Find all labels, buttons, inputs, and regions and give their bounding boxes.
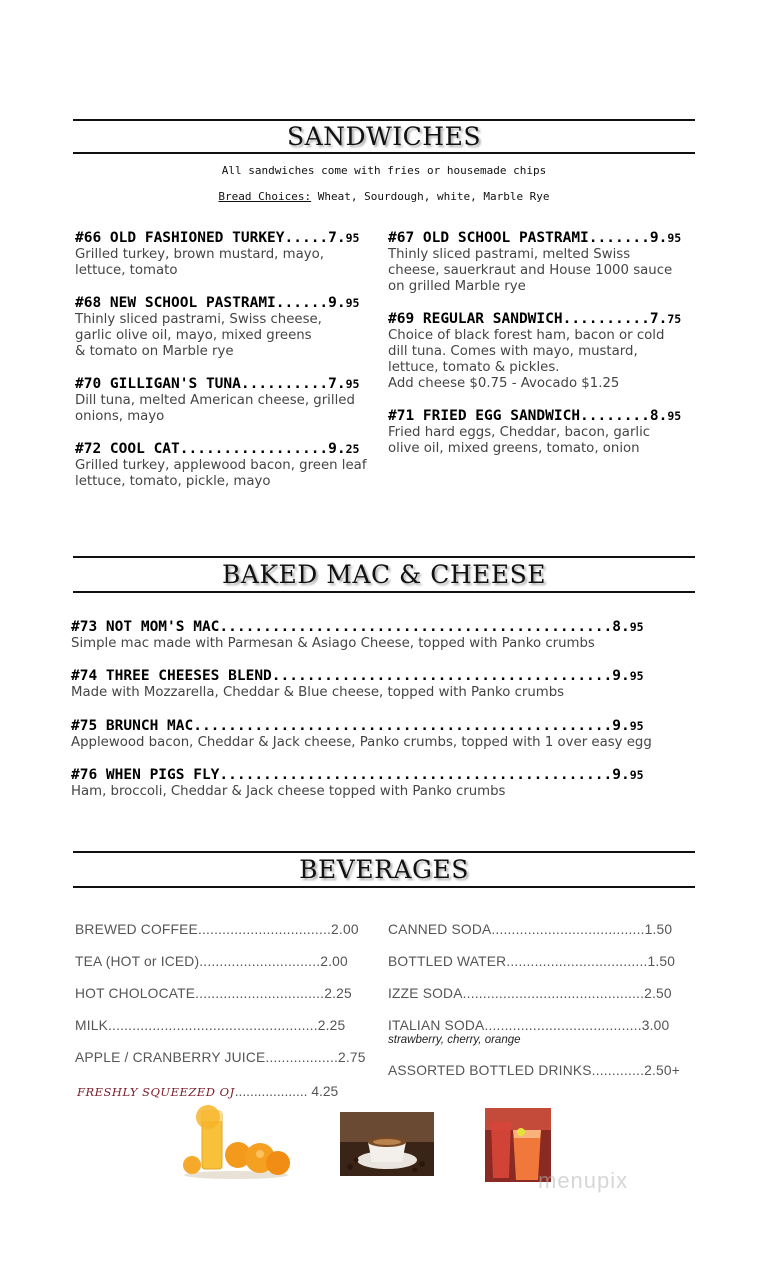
item-desc: dill tuna. Comes with mayo, mustard, [388,344,638,359]
item-title: #72 COOL CAT.................9. [75,441,346,457]
beverage-assorted-bottled: ASSORTED BOTTLED DRINKS.............2.50+ [388,1063,681,1078]
menu-item-71 [388,408,681,457]
bottom-rule [73,886,695,888]
item-price-cents: 95 [629,719,644,733]
menu-item-74 [71,668,644,701]
menu-item-68 [75,295,359,360]
item-price-cents: 25 [345,442,360,456]
item-desc: Dill tuna, melted American cheese, grilled [75,393,355,408]
item-price-cents: 95 [345,377,360,391]
item-price-cents: 95 [667,409,682,423]
item-desc: lettuce, tomato & pickles. [388,360,560,375]
top-rule [73,119,695,121]
top-rule [73,851,695,853]
beverage-milk: MILK....................................................2.25 [75,1018,346,1033]
item-title: #69 REGULAR SANDWICH..........7. [388,311,668,327]
item-desc: Thinly sliced pastrami, Swiss cheese, [75,312,322,327]
bread-choices [0,190,768,203]
beverage-bottled-water: BOTTLED WATER...................................1.50 [388,954,676,969]
item-price-cents: 95 [629,768,644,782]
item-desc: olive oil, mixed greens, tomato, onion [388,441,640,456]
item-desc: Made with Mozzarella, Cheddar & Blue cheese, topped with Panko crumbs [71,685,565,700]
beverages-header [73,851,695,889]
bread-choices-label: Bread Choices: [218,190,312,203]
item-desc: Grilled turkey, brown mustard, mayo, [75,247,324,262]
item-title: #68 NEW SCHOOL PASTRAMI......9. [75,295,346,311]
item-desc: Add cheese $0.75 - Avocado $1.25 [388,376,620,391]
item-price-cents: 75 [667,312,682,326]
beverage-apple-cranberry: APPLE / CRANBERRY JUICE..................2.75 [75,1050,366,1065]
item-desc: Applewood bacon, Cheddar & Jack cheese, Panko crumbs, topped with 1 over easy egg [71,735,652,750]
bottom-rule [73,591,695,593]
item-desc: Thinly sliced pastrami, melted Swiss [388,247,631,262]
item-desc: Grilled turkey, applewood bacon, green leaf [75,458,367,473]
menu-item-66 [75,230,359,279]
menu-item-67 [388,230,681,295]
item-title: #71 FRIED EGG SANDWICH........8. [388,408,668,424]
beverage-italian-soda: ITALIAN SODA.......................................3.00 [388,1018,670,1033]
menu-item-76 [71,767,644,800]
item-desc: Choice of black forest ham, bacon or cold [388,328,665,343]
beverage-oj [77,1084,338,1099]
item-title: #67 OLD SCHOOL PASTRAMI.......9. [388,230,668,246]
beverage-canned-soda: CANNED SODA......................................1.50 [388,922,673,937]
beverage-izze-soda: IZZE SODA.............................................2.50 [388,986,672,1001]
menu-item-75 [71,718,652,751]
item-title: #73 NOT MOM'S MAC.............................................8. [71,619,630,635]
bottom-rule [73,152,695,154]
menu-item-73 [71,619,644,652]
item-desc: onions, mayo [75,409,165,424]
item-desc: & tomato on Marble rye [75,344,234,359]
beverage-brewed-coffee: BREWED COFFEE.................................2.00 [75,922,359,937]
item-title: #66 OLD FASHIONED TURKEY.....7. [75,230,346,246]
top-rule [73,556,695,558]
mac-header [73,556,695,594]
oj-label: FRESHLY SQUEEZED OJ [77,1085,235,1099]
item-title: #70 GILLIGAN'S TUNA..........7. [75,376,346,392]
item-title: #75 BRUNCH MAC................................................9. [71,718,630,734]
item-desc: Simple mac made with Parmesan & Asiago Cheese, topped with Panko crumbs [71,636,595,651]
item-desc: Fried hard eggs, Cheddar, bacon, garlic [388,425,651,440]
mac-heading: BAKED MAC & CHEESE [221,560,547,589]
sandwiches-header [73,119,695,155]
item-desc: on grilled Marble rye [388,279,526,294]
item-desc: cheese, sauerkraut and House 1000 sauce [388,263,673,278]
beverages-heading: BEVERAGES [299,855,469,884]
menupix-watermark: menupix [538,1168,629,1193]
item-price-cents: 95 [345,231,360,245]
item-price-cents: 95 [629,620,644,634]
item-desc: lettuce, tomato [75,263,178,278]
menu-item-70 [75,376,359,425]
item-title: #74 THREE CHEESES BLEND.......................................9. [71,668,630,684]
item-price-cents: 95 [667,231,682,245]
sandwiches-heading: SANDWICHES [287,122,481,151]
bread-choices-list: Wheat, Sourdough, white, Marble Rye [311,190,550,203]
menu-item-69 [388,311,681,392]
menu-item-72 [75,441,367,490]
item-desc: lettuce, tomato, pickle, mayo [75,474,271,489]
beverage-hot-chocolate: HOT CHOLOCATE................................2.25 [75,986,352,1001]
sides-note: All sandwiches come with fries or housemade chips [221,164,547,177]
item-title: #76 WHEN PIGS FLY.............................................9. [71,767,630,783]
italian-soda-flavors: strawberry, cherry, orange [388,1034,521,1046]
item-price-cents: 95 [629,669,644,683]
beverage-tea: TEA (HOT or ICED)..............................2.00 [75,954,348,969]
coffee-cup-photo [340,1112,434,1176]
item-price-cents: 95 [345,296,360,310]
orange-juice-photo [180,1105,292,1180]
oj-price: ................... 4.25 [234,1084,339,1099]
item-desc: garlic olive oil, mayo, mixed greens [75,328,312,343]
item-desc: Ham, broccoli, Cheddar & Jack cheese topped with Panko crumbs [71,784,506,799]
